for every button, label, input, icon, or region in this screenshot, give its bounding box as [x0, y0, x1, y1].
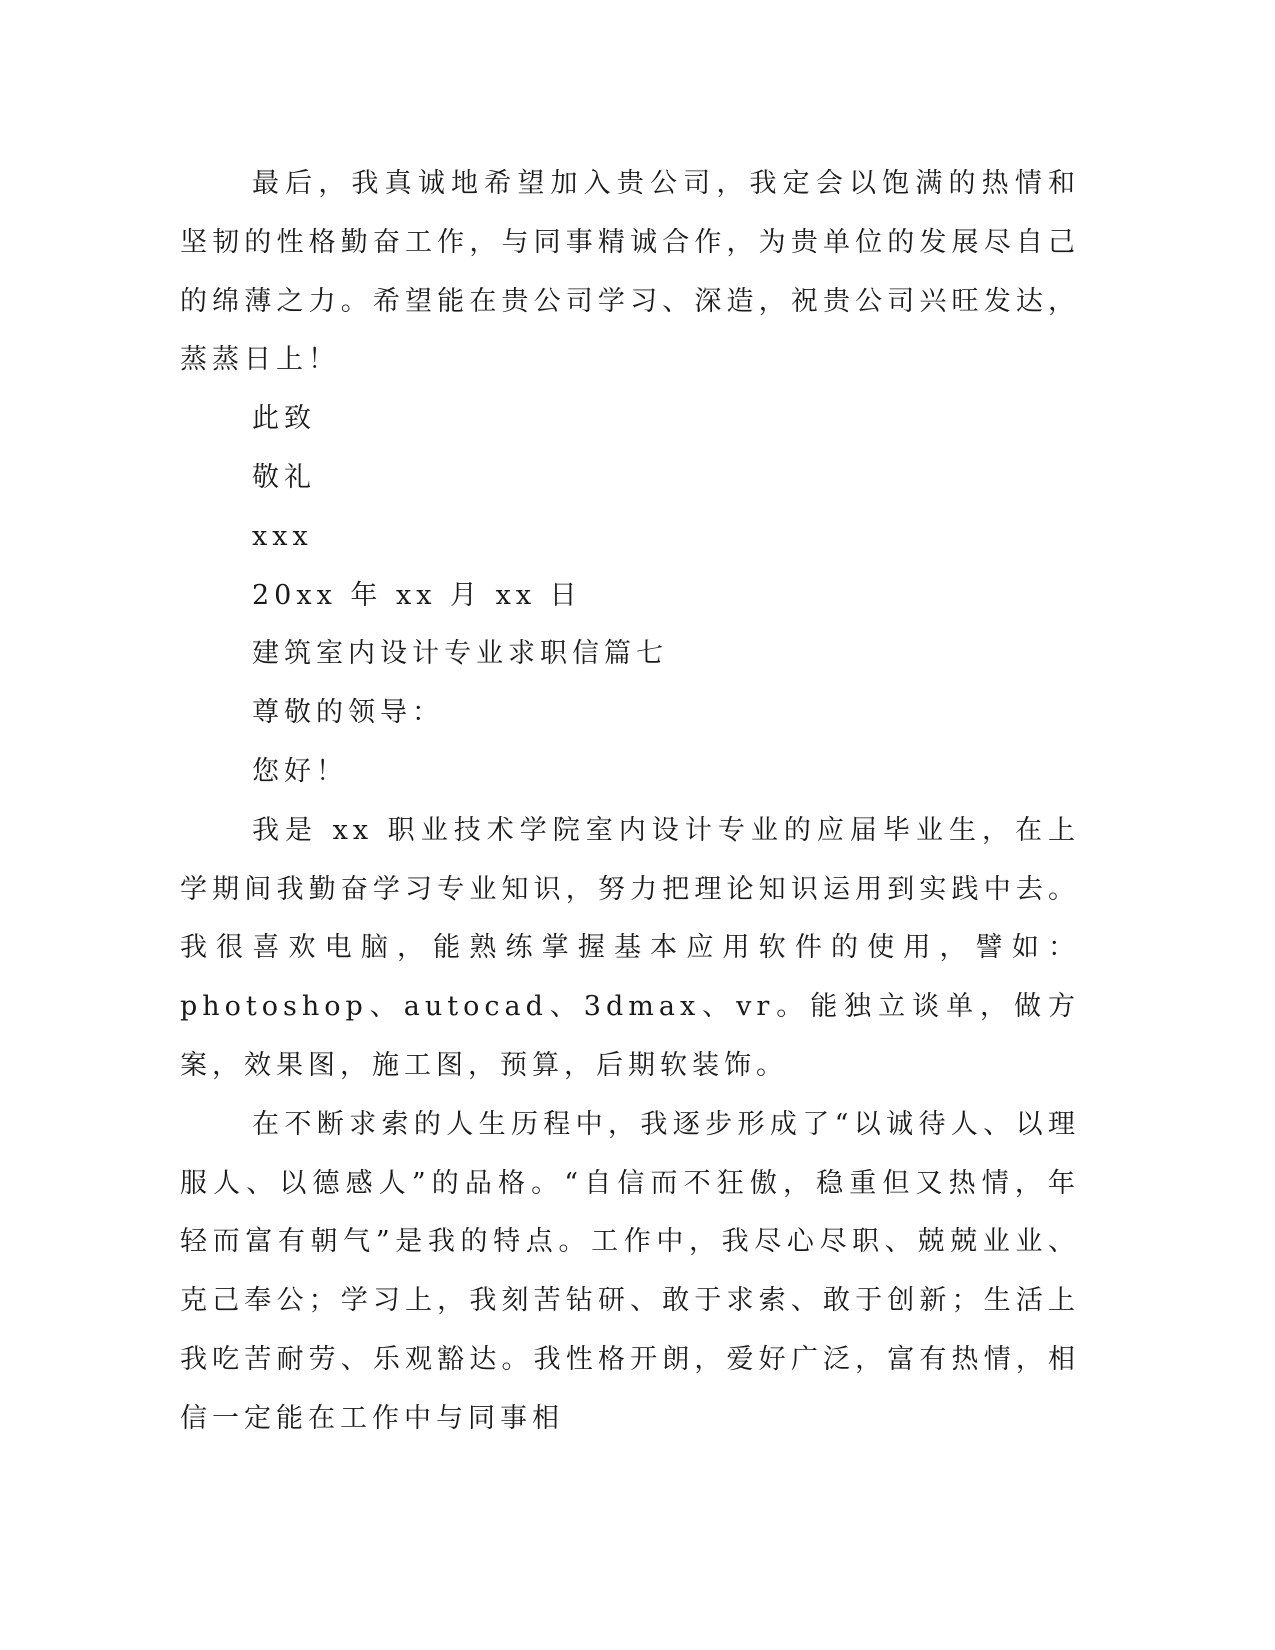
- closing-paragraph: 最后，我真诚地希望加入贵公司，我定会以饱满的热情和坚韧的性格勤奋工作，与同事精诚合作，为贵单位的发展尽自己的绵薄之力。希望能在贵公司学习、深造，祝贵公司兴旺发达，蒸蒸日上！: [180, 168, 1080, 376]
- letter-body: [180, 155, 1080, 1449]
- section-heading: 建筑室内设计专业求职信篇七: [252, 638, 668, 670]
- body-paragraph-character: 在不断求索的人生历程中，我逐步形成了“以诚待人、以理服人、以德感人”的品格。“自信而不狂傲，稳重但又热情，年轻而富有朝气”是我的特点。工作中，我尽心尽职、兢兢业业、克己奉公；学习上，我刻苦钻研、敢于求索、敢于创新；生活上我吃苦耐劳、乐观豁达。我性格开朗，爱好广泛，富有热情，相信一定能在工作中与同事相: [180, 1108, 1080, 1434]
- salutation-cizhi: 此致: [252, 403, 316, 435]
- salutation-jingli: 敬礼: [252, 461, 316, 493]
- greeting-recipient: 尊敬的领导：: [252, 697, 444, 729]
- signature-date: 20xx 年 xx 月 xx 日: [252, 579, 582, 611]
- signature-name: xxx: [252, 520, 313, 552]
- body-paragraph-intro: 我是 xx 职业技术学院室内设计专业的应届毕业生，在上学期间我勤奋学习专业知识，努力把理论知识运用到实践中去。我很喜欢电脑，能熟练掌握基本应用软件的使用，譬如：photoshop、autocad、3dmax、vr。能独立谈单，做方案，效果图，施工图，预算，后期软装饰。: [180, 814, 1080, 1081]
- greeting-hello: 您好！: [252, 755, 348, 787]
